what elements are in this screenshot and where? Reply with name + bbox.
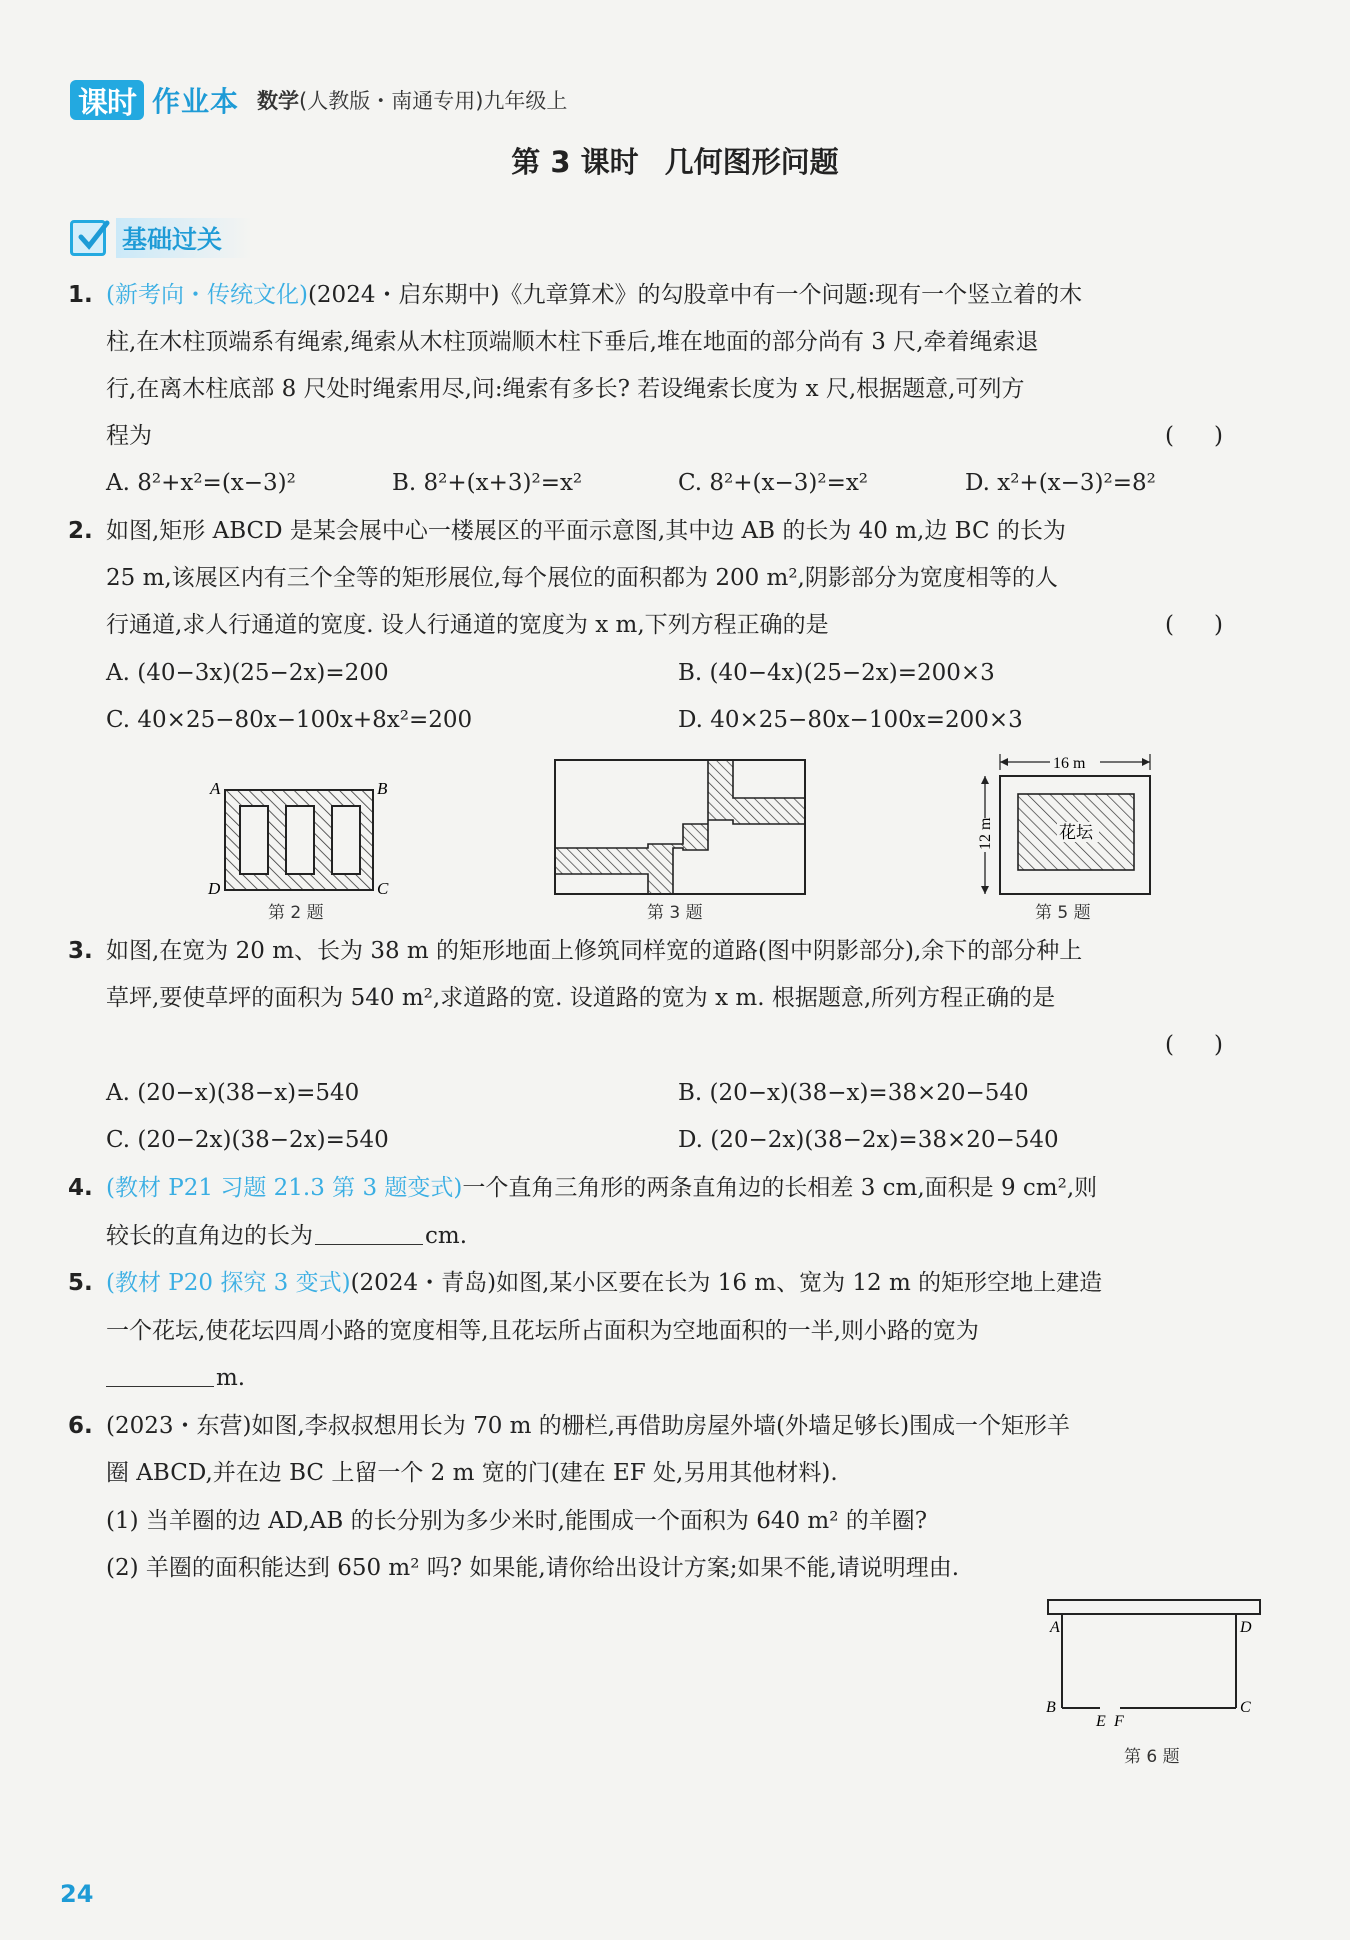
figure-5-diagram (960, 750, 1160, 896)
vertex-label-c: C (1240, 1699, 1251, 1716)
point-label-e: E (1096, 1713, 1106, 1726)
brand-title: 作业本 (152, 85, 240, 118)
vertex-label-b: B (377, 779, 388, 798)
answer-blank[interactable] (106, 1363, 214, 1387)
answer-blank[interactable] (315, 1221, 423, 1245)
option-b: B. (20−x)(38−x)=38×20−540 (678, 1080, 1029, 1106)
answer-bracket: () (1165, 1032, 1263, 1058)
vertex-label-d: D (208, 879, 221, 896)
lesson-title: 第 3 课时 几何图形问题 (511, 145, 839, 179)
option-d: D. (20−2x)(38−2x)=38×20−540 (678, 1127, 1059, 1153)
figure-6-caption: 第 6 题 (1124, 1747, 1180, 1767)
option-d: D. x²+(x−3)²=8² (965, 470, 1156, 496)
option-a: A. 8²+x²=(x−3)² (106, 470, 296, 496)
figure-2-diagram (200, 776, 400, 896)
option-b: B. (40−4x)(25−2x)=200×3 (678, 660, 995, 686)
option-a: A. (20−x)(38−x)=540 (106, 1080, 360, 1106)
figure-3-caption: 第 3 题 (647, 903, 703, 923)
page-header (70, 78, 567, 122)
option-c: C. 40×25−80x−100x+8x²=200 (106, 707, 473, 733)
vertex-label-a: A (1050, 1619, 1060, 1636)
option-a: A. (40−3x)(25−2x)=200 (106, 660, 389, 686)
vertex-label-c: C (377, 879, 389, 896)
page-number: 24 (60, 1880, 94, 1908)
worksheet-page: 课时 作业本 数学(人教版・南通专用)九年级上 第 3 课时 几何图形问题 基础过关 1. (新考向・传统文化)(2024・启东期中)《九章算术》的勾股章中有一个问题:现有一个竖立着的木 柱,在木柱顶端系有绳索,绳索从木柱顶端顺木柱下垂后,堆在地面的部分尚有 3 尺,牵着绳索退 行,在离木柱底部 8 尺处时绳索用尽,问:绳索有多长? 若设绳索长度为 x 尺,根据题意,可列方 程为 () A. 8²+x²=(x−3)² B. 8²+(x+3)²=x² C. 8²+(x−3)²=x² D. x²+(x−3)²=8² 2. 如图,矩形 ABCD 是某会展中心一楼展区的平面示意图,其中边 AB 的长为 40 m,边 BC 的长为 25 m,该展区内有三个全等的矩形展位,每个展位的面积都为 200 m²,阴影部分为宽度相等的人 行通道,求人行通道的宽度. 设人行通道的宽度为 x m,下列方程正确的是 () A. (40−3x)(25−2x)=200 B. (40−4x)(25−2x)=200×3 C. 40×25−80x−100x+8x²=200 D. 40×25−80x−100x=200×3 A B C D 第 2 题 第 3 题 16 m 12 m 花坛 第 5 题 3. 如图,在宽为 20 m、长为 38 m 的矩形地面上修筑同样宽的道路(图中阴影部分),余下的部分种上 草坪,要使草坪的面积为 540 m²,求道路的宽. 设道路的宽为 x m. 根据题意,所列方程正确的是 () A. (20−x)(38−x)=540 B. (20−x)(38−x)=38×20−540 C. (20−2x)(38−2x)=540 D. (20−2x)(38−2x)=38×20−540 4. (教材 P21 习题 21.3 第 3 题变式)一个直角三角形的两条直角边的长相差 3 cm,面积是 9 cm²,则 较长的直角边的长为 cm. 5. (教材 P20 探究 3 变式)(2024・青岛)如图,某小区要在长为 16 m、宽为 12 m 的矩形空地上建造 一个花坛,使花坛四周小路的宽度相等,且花坛所占面积为空地面积的一半,则小路的宽为 m. 6. (2023・东营)如图,李叔叔想用长为 70 m 的栅栏,再借助房屋外墙(外墙足够长)围成一个矩形羊 圈 ABCD,并在边 BC 上留一个 2 m 宽的门(建在 EF 处,另用其他材料). (1) 当羊圈的边 AD,AB 的长分别为多少米时,能围成一个面积为 640 m² 的羊圈? (2) 羊圈的面积能达到 650 m² 吗? 如果能,请你给出设计方案;如果不能,请说明理由. A D B C E F 第 6 题 24 (0, 0, 1350, 1940)
option-c: C. (20−2x)(38−2x)=540 (106, 1127, 389, 1153)
vertex-label-b: B (1046, 1699, 1056, 1716)
figure-2-caption: 第 2 题 (268, 903, 324, 923)
book-subtitle: 数学(人教版・南通专用)九年级上 (257, 89, 568, 113)
option-d: D. 40×25−80x−100x=200×3 (678, 707, 1023, 733)
point-label-f: F (1114, 1713, 1124, 1726)
checkmark-icon (70, 220, 106, 256)
brand-logo: 课时 (70, 80, 144, 120)
vertex-label-d: D (1240, 1619, 1252, 1636)
vertex-label-a: A (210, 779, 221, 798)
section-heading: 基础过关 (70, 218, 252, 258)
figure-5-caption: 第 5 题 (1035, 903, 1091, 923)
answer-bracket: () (1165, 612, 1263, 638)
width-dimension-label: 16 m (1053, 755, 1086, 772)
option-c: C. 8²+(x−3)²=x² (678, 470, 869, 496)
flower-bed-label: 花坛 (1059, 823, 1093, 843)
option-b: B. 8²+(x+3)²=x² (392, 470, 583, 496)
height-dimension-label: 12 m (977, 817, 994, 850)
figure-6-diagram (1040, 1596, 1270, 1726)
figure-3-diagram (553, 756, 809, 896)
answer-bracket: () (1165, 423, 1263, 449)
